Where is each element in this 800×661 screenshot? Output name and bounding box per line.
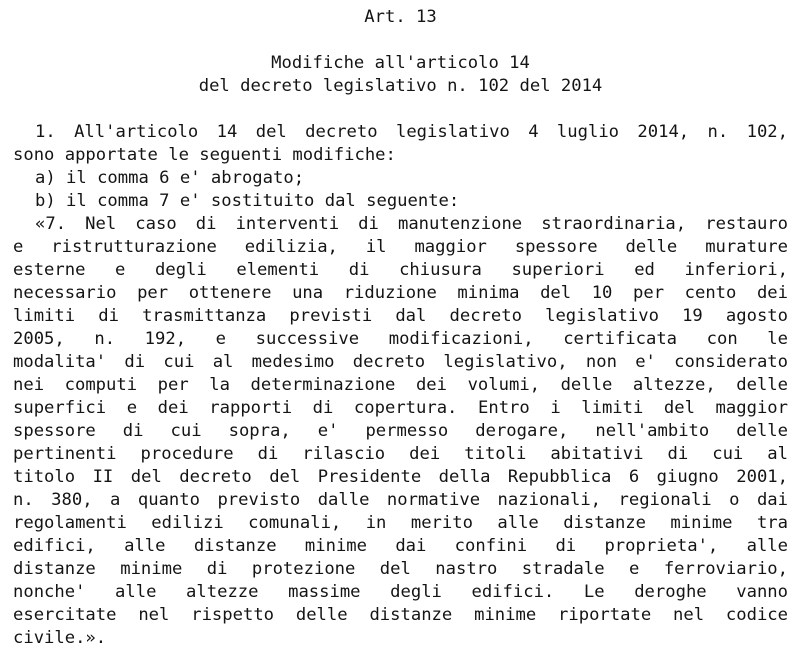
body-line: titolo II del decreto del Presidente della Repubblica 6 giugno 2001, [13, 467, 788, 487]
body-line: sono apportate le seguenti modifiche: [13, 145, 396, 165]
article-title-line-1: Modifiche all'articolo 14 [271, 53, 530, 73]
body-line: a) il comma 6 e' abrogato; [35, 168, 305, 188]
body-line: civile.». [13, 628, 107, 648]
body-line: spessore di cui sopra, e' permesso derogare, nell'ambito delle [13, 421, 788, 441]
body-line: nei computi per la determinazione dei volumi, delle altezze, delle [13, 375, 788, 395]
body-line: pertinenti procedure di rilascio dei titoli abitativi di cui al [13, 444, 788, 464]
body-line: n. 380, a quanto previsto dalle normative nazionali, regionali o dai [13, 490, 788, 510]
body-line: modalita' di cui al medesimo decreto legislativo, non e' considerato [13, 352, 788, 372]
body-line: distanze minime di protezione del nastro stradale e ferroviario, [13, 559, 788, 579]
body-line: superfici e dei rapporti di copertura. Entro i limiti del maggior [13, 398, 788, 418]
article-number: Art. 13 [364, 7, 437, 27]
body-line: nonche' alle altezze massime degli edifici. Le deroghe vanno [13, 582, 788, 602]
body-line: edifici, alle distanze minime dai confini di proprieta', alle [13, 536, 788, 556]
body-line: limiti di trasmittanza previsti dal decreto legislativo 19 agosto [13, 306, 788, 326]
article-title-line-2: del decreto legislativo n. 102 del 2014 [198, 76, 603, 96]
body-line: b) il comma 7 e' sostituito dal seguente: [35, 191, 460, 211]
body-line: necessario per ottenere una riduzione minima del 10 per cento dei [13, 283, 788, 303]
body-line: esterne e degli elementi di chiusura superiori ed inferiori, [13, 260, 788, 280]
body-line: esercitate nel rispetto delle distanze minime riportate nel codice [13, 605, 788, 625]
body-line: regolamenti edilizi comunali, in merito alle distanze minime tra [13, 513, 788, 533]
body-line: e ristrutturazione edilizia, il maggior spessore delle murature [13, 237, 788, 257]
body-line: 1. All'articolo 14 del decreto legislativo 4 luglio 2014, n. 102, [35, 122, 788, 142]
body-line: 2005, n. 192, e successive modificazioni, certificata con le [13, 329, 788, 349]
body-line: «7. Nel caso di interventi di manutenzione straordinaria, restauro [35, 214, 788, 234]
